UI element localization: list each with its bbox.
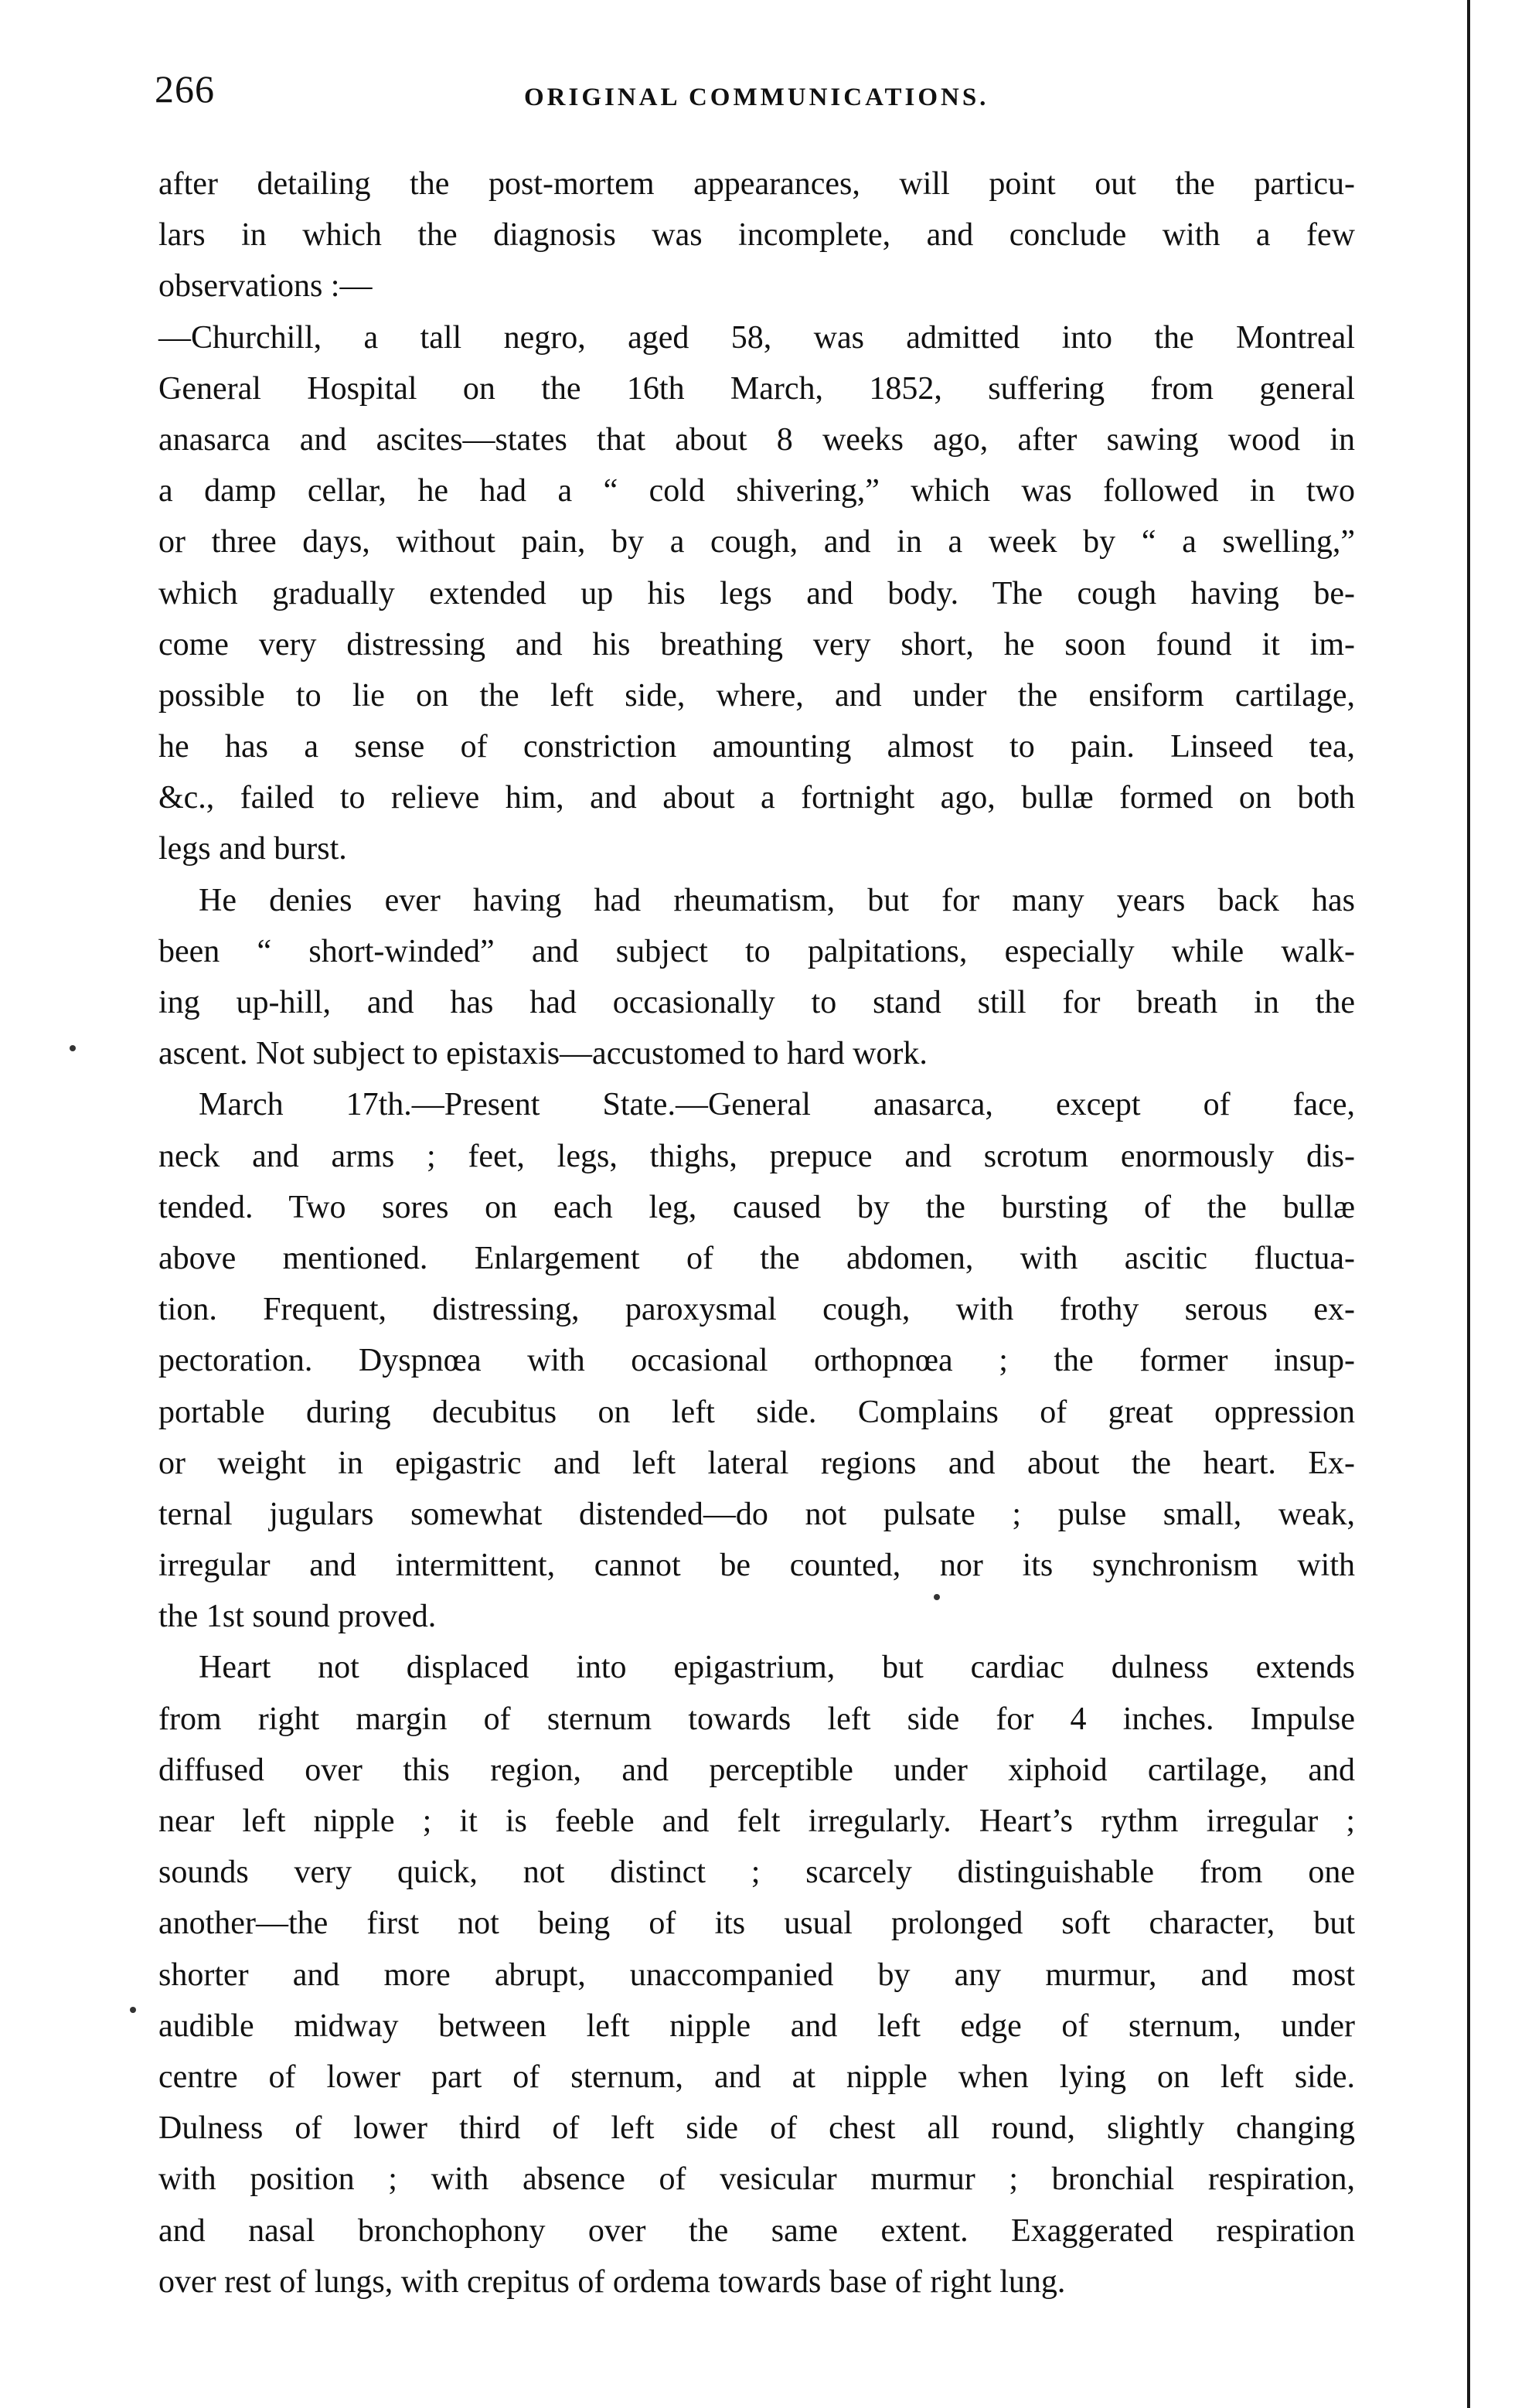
text-line: legs and burst. (158, 831, 347, 867)
text-line: anasarca and ascites—states that about 8 weeks ago, after sawing wood in (158, 421, 1355, 458)
text-line: tion. Frequent, distressing, paroxysmal cough, with frothy serous ex- (158, 1292, 1355, 1328)
text-line: &c., failed to relieve him, and about a fortnight ago, bullæ formed on both (158, 780, 1355, 816)
text-line: the 1st sound proved. (158, 1599, 437, 1635)
text-line: from right margin of sternum towards left side for 4 inches. Impulse (158, 1701, 1355, 1737)
text-line: He denies ever having had rheumatism, but for many years back has (199, 882, 1355, 918)
body-text (158, 158, 1355, 2308)
text-line: neck and arms ; feet, legs, thighs, prepuce and scrotum enormously dis- (158, 1138, 1355, 1174)
text-line: after detailing the post-mortem appearances, will point out the particu- (158, 166, 1355, 202)
text-line: or weight in epigastric and left lateral regions and about the heart. Ex- (158, 1445, 1355, 1481)
text-line: Dulness of lower third of left side of chest all round, slightly changing (158, 2110, 1355, 2147)
text-line: tended. Two sores on each leg, caused by the bursting of the bullæ (158, 1189, 1355, 1225)
text-line: Heart not displaced into epigastrium, but cardiac dulness extends (199, 1650, 1355, 1686)
text-line: ascent. Not subject to epistaxis—accustomed to hard work. (158, 1036, 928, 1072)
text-line: come very distressing and his breathing very short, he soon found it im- (158, 626, 1355, 662)
text-line: lars in which the diagnosis was incomplete, and conclude with a few (158, 217, 1355, 254)
text-line: —Churchill, a tall negro, aged 58, was admitted into the Montreal (158, 319, 1355, 356)
text-line: shorter and more abrupt, unaccompanied by any murmur, and most (158, 1957, 1355, 1993)
text-line: centre of lower part of sternum, and at nipple when lying on left side. (158, 2059, 1355, 2095)
text-line: above mentioned. Enlargement of the abdomen, with ascitic fluctua- (158, 1240, 1355, 1276)
text-line: portable during decubitus on left side. Complains of great oppression (158, 1394, 1355, 1430)
text-line: observations :— (158, 268, 373, 305)
stray-ink-mark (130, 2007, 136, 2013)
text-line: he has a sense of constriction amounting almost to pain. Linseed tea, (158, 729, 1355, 765)
text-line: pectoration. Dyspnœa with occasional orthopnœa ; the former insup- (158, 1343, 1355, 1379)
text-line: or three days, without pain, by a cough, and in a week by “ a swelling,” (158, 524, 1355, 560)
stray-ink-mark (70, 1045, 76, 1051)
text-line: with position ; with absence of vesicular murmur ; bronchial respiration, (158, 2161, 1355, 2198)
text-line: been “ short-winded” and subject to palpitations, especially while walk- (158, 933, 1355, 969)
running-head: ORIGINAL COMMUNICATIONS. (524, 83, 989, 111)
text-line: which gradually extended up his legs and body. The cough having be- (158, 575, 1355, 611)
text-line: March 17th.—Present State.—General anasarca, except of face, (199, 1087, 1355, 1123)
page-edge-rule (1467, 0, 1470, 2408)
text-line: and nasal bronchophony over the same extent. Exaggerated respiration (158, 2212, 1355, 2249)
text-line: General Hospital on the 16th March, 1852, suffering from general (158, 370, 1355, 407)
text-line: irregular and intermittent, cannot be counted, nor its synchronism with (158, 1548, 1355, 1584)
text-line: diffused over this region, and perceptible under xiphoid cartilage, and (158, 1752, 1355, 1788)
page-header (155, 66, 1360, 128)
stray-ink-mark (934, 1594, 940, 1600)
text-line: audible midway between left nipple and left edge of sternum, under (158, 2008, 1355, 2044)
text-line: near left nipple ; it is feeble and felt irregularly. Heart’s rythm irregular ; (158, 1803, 1355, 1839)
text-line: ternal jugulars somewhat distended—do not pulsate ; pulse small, weak, (158, 1496, 1355, 1532)
text-line: another—the first not being of its usual prolonged soft character, but (158, 1906, 1355, 1942)
text-line: a damp cellar, he had a “ cold shivering,” which was followed in two (158, 473, 1355, 509)
text-line: possible to lie on the left side, where, and under the ensiform cartilage, (158, 677, 1355, 714)
text-line: sounds very quick, not distinct ; scarcely distinguishable from one (158, 1855, 1355, 1891)
text-line: ing up-hill, and has had occasionally to stand still for breath in the (158, 985, 1355, 1020)
text-line: over rest of lungs, with crepitus of ordema towards base of right lung. (158, 2263, 1066, 2300)
page-number: 266 (155, 67, 215, 111)
